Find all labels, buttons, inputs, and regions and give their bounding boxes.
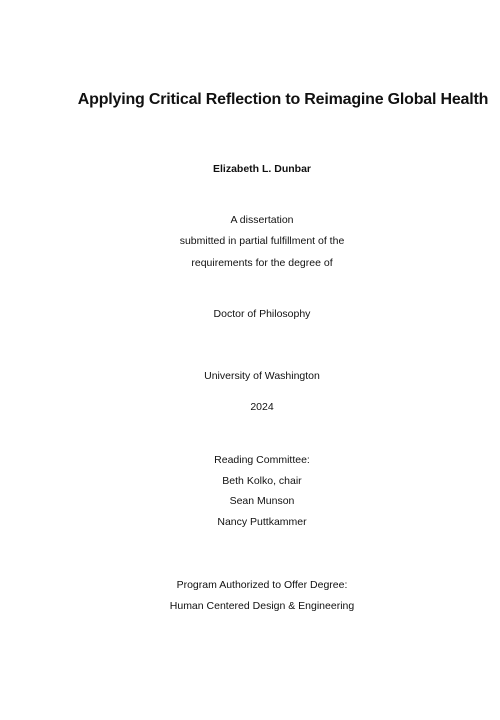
degree-name: Doctor of Philosophy	[213, 308, 311, 320]
committee-member: Sean Munson	[229, 495, 295, 507]
program-heading: Program Authorized to Offer Degree:	[176, 579, 348, 591]
institution-name: University of Washington	[204, 370, 320, 382]
statement-line-1: A dissertation	[230, 214, 294, 226]
program-name: Human Centered Design & Engineering	[169, 600, 355, 612]
statement-line-3: requirements for the degree of	[191, 257, 333, 269]
statement-line-2: submitted in partial fulfillment of the	[179, 235, 345, 247]
year: 2024	[250, 401, 274, 413]
committee-member: Beth Kolko, chair	[222, 475, 302, 487]
committee-member: Nancy Puttkammer	[217, 516, 307, 528]
author-name: Elizabeth L. Dunbar	[212, 163, 311, 175]
committee-heading: Reading Committee:	[214, 454, 310, 466]
dissertation-title: Applying Critical Reflection to Reimagine Global Health	[77, 91, 489, 108]
